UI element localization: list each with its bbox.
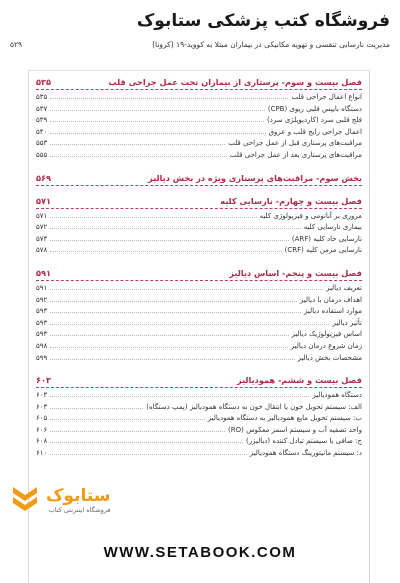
toc-entry (36, 296, 362, 308)
toc-entry-page: ۵۳۵ (36, 93, 48, 101)
logo-tagline: فروشگاه اینترنتی کتاب (48, 506, 111, 514)
dot-leader (50, 246, 281, 252)
toc-entry (36, 235, 362, 247)
logo-brand: ستابوک (46, 486, 111, 506)
toc-entry (36, 105, 362, 117)
dot-leader (50, 437, 243, 443)
logo-text (46, 486, 111, 514)
section-heading (36, 173, 362, 186)
toc-entry (36, 330, 362, 342)
toc-entry (36, 391, 362, 403)
toc-entry (36, 449, 362, 461)
toc-entry (36, 426, 362, 438)
toc-entry-page: ۵۹۳ (36, 318, 48, 327)
toc-entry-page: ۵۹۲ (36, 295, 48, 304)
toc-section (36, 375, 362, 461)
toc-section (36, 268, 362, 365)
toc-entry-page: ۶۰۶ (36, 425, 48, 434)
section-page-number: ۵۳۵ (36, 77, 51, 87)
toc-entry-page: ۵۵۳ (36, 139, 48, 148)
toc-entry (36, 403, 362, 415)
toc-entry (36, 212, 362, 224)
section-title: فصل بیست و سوم- پرستاری از بیماران تحت عمل جراحی قلب (108, 77, 362, 87)
toc-entry (36, 437, 362, 449)
toc-section (36, 77, 362, 163)
toc-entry-page: ۵۹۳ (36, 307, 48, 316)
toc-entry-page: ۵۹۴ (36, 330, 48, 339)
section-title: فصل بیست و ششم- همودیالیز (236, 375, 362, 386)
toc-section (36, 173, 362, 186)
toc-entry-text: مشخصات بخش دیالیز (297, 353, 362, 362)
dot-leader (50, 414, 205, 420)
toc-entry (36, 284, 362, 296)
dot-leader (50, 449, 247, 455)
toc-entry (36, 246, 362, 258)
dot-leader (50, 307, 301, 313)
toc-entry (36, 307, 362, 319)
toc-entry-page: ۵۳۹ (36, 116, 48, 125)
dot-leader (50, 342, 288, 348)
domain-text: WWW.SETABOOK.COM (98, 544, 303, 561)
section-page-number: ۵۶۹ (36, 172, 51, 183)
section-heading (36, 375, 362, 388)
header (0, 0, 400, 62)
toc-entry-page: ۵۷۱ (36, 211, 48, 220)
toc-entry-text: ب: سیستم تحویل مایع همودیالیز به دستگاه همودیالیز (207, 414, 362, 423)
section-title: فصل بیست و چهارم- نارسایی کلیه (220, 195, 362, 206)
dot-leader (50, 235, 289, 241)
toc-entry-page: ۶۰۵ (36, 414, 48, 423)
toc-entry (36, 116, 362, 128)
toc-entry-text: انواع اعمال جراحی قلب (291, 93, 362, 101)
store-title: فروشگاه کتب پزشکی ستابوک (136, 11, 390, 31)
toc-entry (36, 93, 362, 105)
toc-entry-page: ۵۳۷ (36, 104, 48, 113)
dot-leader (50, 391, 309, 397)
toc-entry (36, 354, 362, 366)
section-title: فصل بیست و پنجم- اساس دیالیز (229, 267, 362, 278)
toc-entry-text: الف: سیستم تحویل خون یا انتقال خون به دستگاه همودیالیز (پمپ دستگاه) (146, 402, 362, 411)
toc-entry-page: ۶۰۳ (36, 391, 48, 400)
dot-leader (50, 403, 143, 409)
toc-entry-page: ۶۰۳ (36, 402, 48, 411)
toc-section (36, 196, 362, 258)
toc-entry-text: مروری بر آناتومی و فیزیولوژی کلیه (259, 211, 362, 220)
toc-entry-page: ۵۹۸ (36, 341, 48, 350)
toc-entry-text: دستگاه بایپس قلبی ریوی (CPB) (267, 104, 362, 113)
toc-entry-page: ۶۰۸ (36, 437, 48, 446)
toc-entry-text: زمان شروع درمان دیالیز (290, 341, 362, 350)
toc-entry-page: ۵۷۳ (36, 234, 48, 243)
dot-leader (50, 116, 264, 122)
dot-leader (50, 128, 265, 134)
dot-leader (50, 151, 227, 157)
toc-entry-text: موارد استفاده دیالیز (304, 307, 362, 316)
setabook-logo (10, 470, 150, 530)
toc-entry-text: مراقبت‌های پرستاری قبل از عمل جراحی قلب (228, 139, 362, 148)
section-page-number: ۵۹۱ (36, 267, 51, 278)
toc-entry-text: بیماری نارسایی کلیه (303, 223, 362, 232)
toc-entry-page: ۶۱۰ (36, 449, 48, 458)
dot-leader (50, 139, 225, 145)
toc-entry-text: مراقبت‌های پرستاری بعد از عمل جراحی قلب (229, 150, 362, 159)
dot-leader (50, 212, 256, 218)
toc-entry (36, 342, 362, 354)
dot-leader (50, 330, 288, 336)
toc-entry-text: تعریف دیالیز (326, 283, 362, 292)
section-title: بخش سوم- مراقبت‌های پرستاری ویژه در بخش دیالیز (148, 172, 362, 183)
toc-entry-text: نارسایی حاد کلیه (ARF) (291, 234, 362, 243)
dot-leader (50, 319, 329, 325)
dot-leader (50, 223, 300, 229)
dot-leader (50, 105, 265, 111)
section-heading (36, 196, 362, 209)
toc-entry-text: مدیریت نارسایی تنفسی و تهویه مکانیکی در بیماران مبتلا به کووید-۱۹ (کرونا) (152, 40, 390, 49)
toc-entry-text: تأثیر دیالیز (332, 318, 362, 327)
dot-leader (50, 284, 323, 290)
toc-entry-page: ۵۹۱ (36, 283, 48, 292)
toc-entry-text: اعمال جراحی رایج قلب و عروق (268, 127, 362, 136)
logo-chevron-icon (10, 483, 40, 517)
toc-entry-page: ۵۹۹ (36, 353, 48, 362)
toc-entry (36, 223, 362, 235)
domain-banner (0, 541, 400, 563)
dot-leader (50, 354, 294, 360)
section-page-number: ۵۷۱ (36, 195, 51, 206)
dot-leader (50, 426, 225, 432)
toc-entry-text: فلج قلبی سرد (کاردیوپلژی سرد) (267, 116, 362, 125)
toc-entry-text: نارسایی مزمن کلیه (CRF) (284, 246, 362, 255)
toc-entry-top (10, 40, 390, 49)
toc-entry-page: ۵۷۲ (36, 223, 48, 232)
toc-entry-text: دستگاه همودیالیز (312, 391, 362, 400)
toc-entry-text: د: سیستم مانیتورینگ دستگاه همودیالیز (249, 449, 362, 458)
toc-entry-text: واحد تصفیه آب و سیستم اسمز معکوس (RO) (228, 425, 362, 434)
toc-entry-text: اساس فیزیولوژیک دیالیز (291, 330, 362, 339)
dot-leader (50, 296, 297, 302)
toc-entry-page: ۵۵۵ (36, 150, 48, 159)
section-heading (36, 268, 362, 281)
toc-entry-page: ۵۷۸ (36, 246, 48, 255)
toc-list (36, 77, 362, 461)
toc-entry (36, 319, 362, 331)
toc-entry-page: ۵۲۹ (10, 40, 23, 49)
toc-entry-text: ج: صافی یا سیستم تبادل کننده (دیالیزر) (245, 437, 362, 446)
section-page-number: ۶۰۳ (36, 375, 51, 386)
toc-entry (36, 151, 362, 163)
toc-entry (36, 139, 362, 151)
toc-entry-page: ۵۴۰ (36, 127, 48, 136)
dot-leader (50, 93, 288, 99)
toc-entry (36, 128, 362, 140)
section-heading (36, 77, 362, 90)
toc-entry (36, 414, 362, 426)
toc-entry-text: اهداف درمان با دیالیز (299, 295, 362, 304)
